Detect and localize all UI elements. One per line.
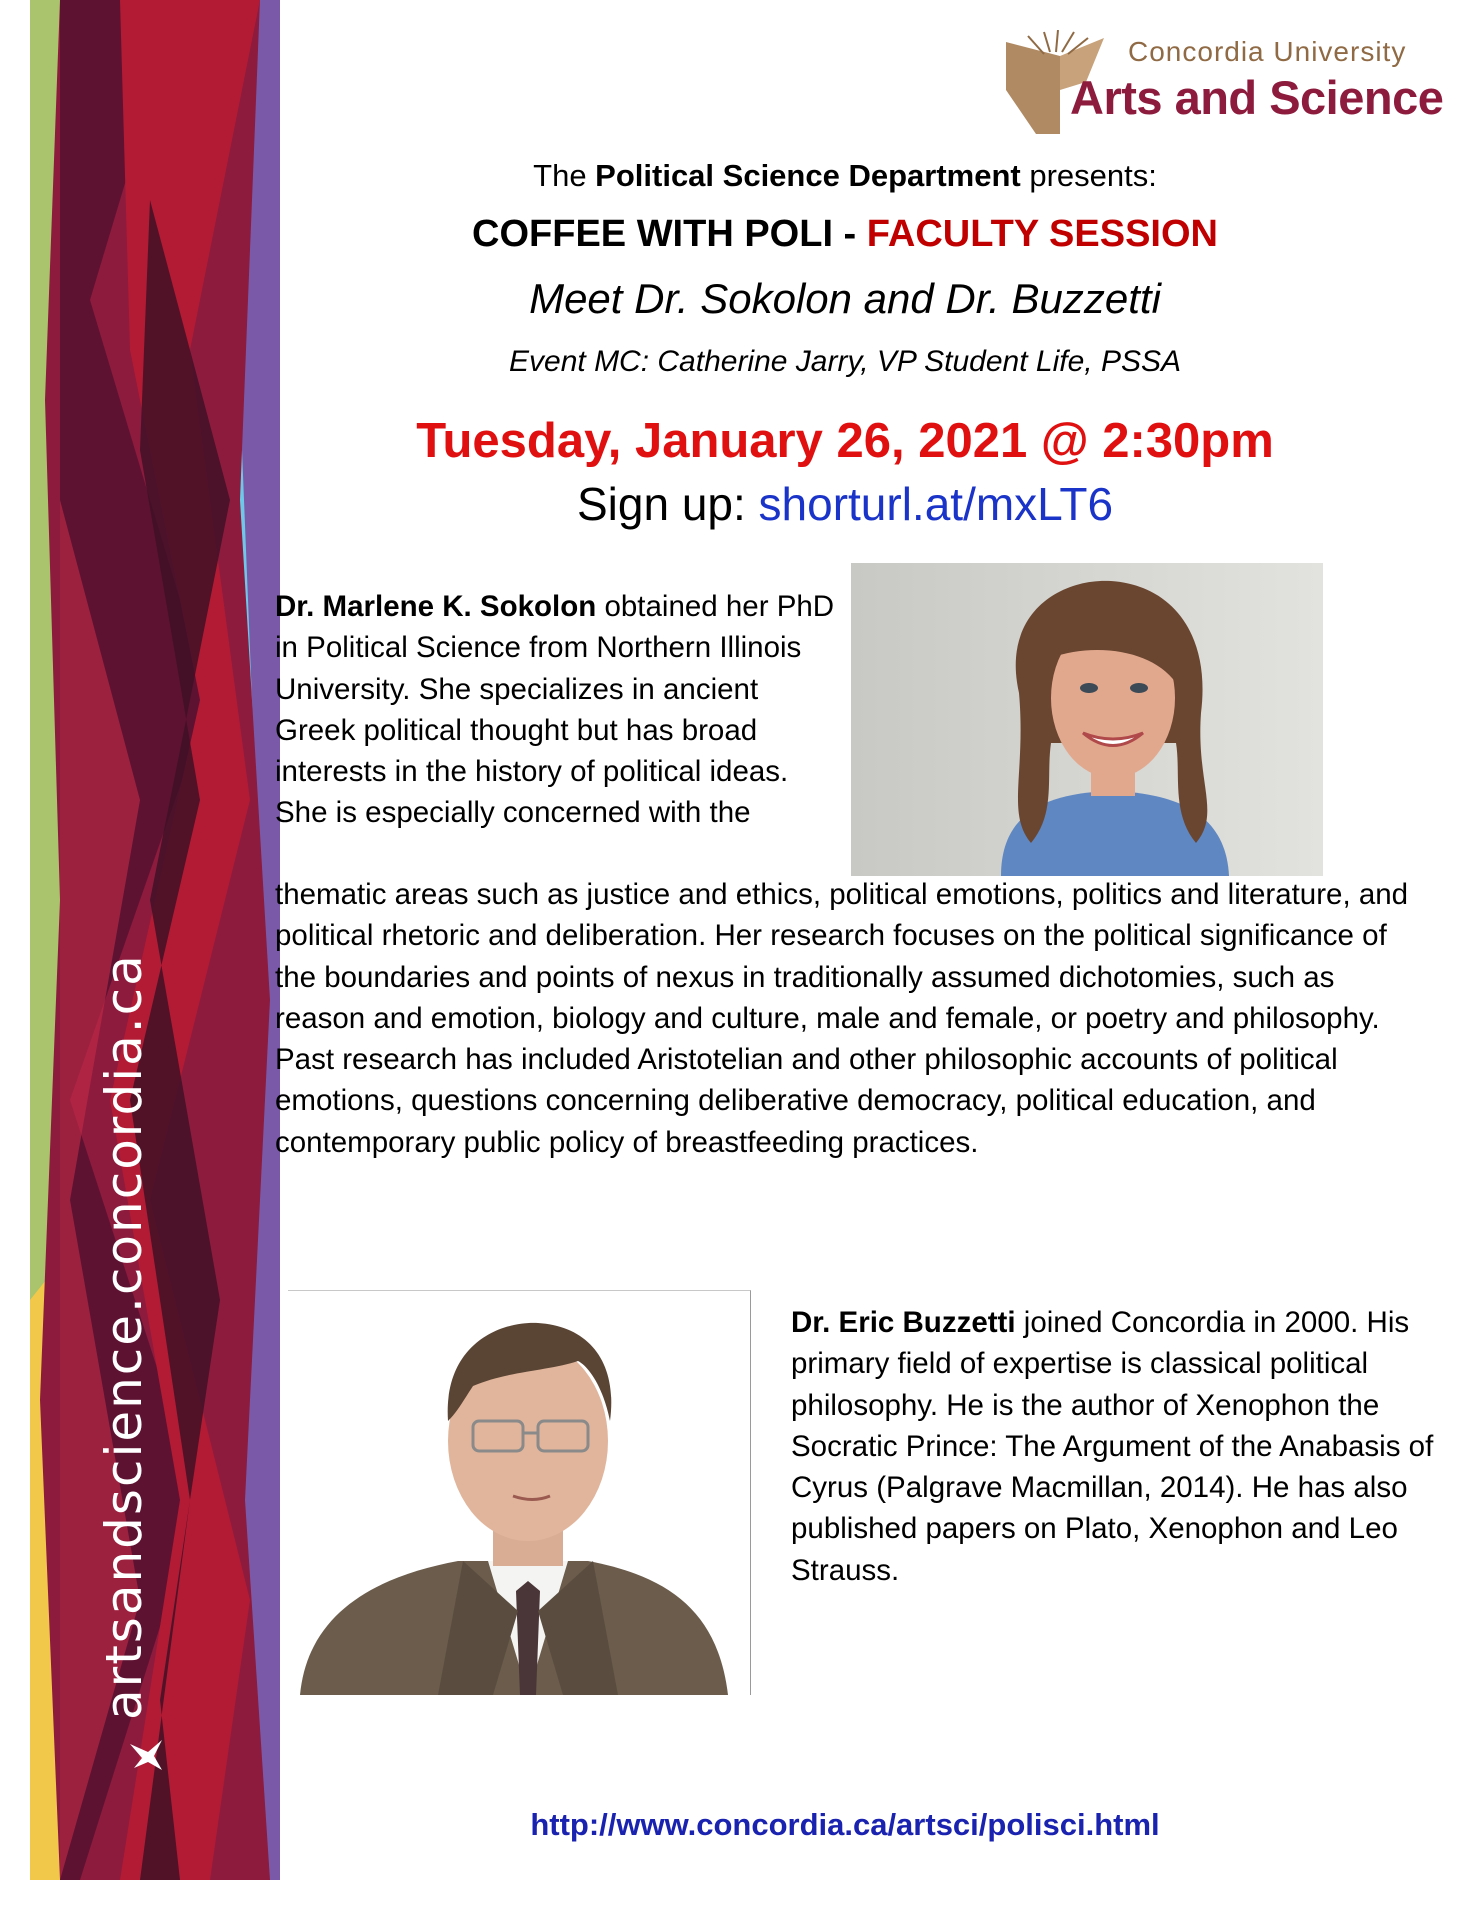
department-name: Political Science Department	[595, 158, 1021, 193]
speaker1-photo	[851, 563, 1323, 876]
department-website-link[interactable]: http://www.concordia.ca/artsci/polisci.html	[530, 1807, 1160, 1842]
website-vertical-text: artsandscience.concordia.ca	[95, 953, 153, 1720]
signup-line	[280, 477, 1410, 531]
event-mc: Event MC: Catherine Jarry, VP Student Life, PSSA	[509, 345, 1181, 378]
event-date: Tuesday, January 26, 2021 @ 2:30pm	[416, 414, 1274, 468]
decorative-side-band	[30, 0, 280, 1880]
speaker2-bio-text: joined Concordia in 2000. His primary field of expertise is classical political philosophy. He is the author of Xenophon the Socratic Prince: The Argument of the Anabasis of Cyrus (Palgrave Macmillan, 2014). He has also published papers on Plato, Xenophon and Leo Strauss.	[791, 1306, 1434, 1587]
logo-university-name: Concordia University	[1128, 36, 1407, 67]
signup-label: Sign up:	[576, 478, 759, 530]
event-session-type: FACULTY SESSION	[866, 213, 1218, 255]
event-series-name: COFFEE WITH POLI	[472, 213, 833, 255]
speaker1-name: Dr. Marlene K. Sokolon	[275, 590, 597, 623]
presents-suffix: presents:	[1020, 158, 1157, 193]
speaker1-bio-top	[275, 586, 845, 834]
logo-faculty-name: Arts and Science	[1070, 71, 1444, 124]
speaker2-photo	[288, 1290, 751, 1695]
speaker2-bio	[791, 1302, 1451, 1591]
event-subtitle: Meet Dr. Sokolon and Dr. Buzzetti	[529, 275, 1161, 322]
concordia-bird-icon	[128, 1738, 164, 1772]
presents-prefix: The	[533, 158, 596, 193]
presents-line	[280, 158, 1410, 194]
speaker1-bio-bottom: thematic areas such as justice and ethics, political emotions, politics and literature, and political rhetoric and deliberation. Her research focuses on the political significance of the boundaries and points of nexus in traditionally assumed dichotomies, such as reason and emotion, biology and culture, male and female, or poetry and philosophy. Past research has included Aristotelian and other philosophic accounts of political emotions, questions concerning deliberative democracy, political education, and contemporary public policy of breastfeeding practices.	[275, 878, 1409, 1159]
speaker1-bio-top-text: obtained her PhD in Political Science from Northern Illinois University. She specializes in ancient Greek political thought but has broad interests in the history of political ideas. She is especially concerned with the	[275, 590, 835, 830]
concordia-arts-science-logo	[1000, 30, 1444, 140]
event-title	[280, 213, 1410, 256]
signup-link[interactable]: shorturl.at/mxLT6	[758, 478, 1114, 530]
event-title-separator: -	[833, 213, 867, 255]
speaker2-name: Dr. Eric Buzzetti	[791, 1306, 1016, 1339]
